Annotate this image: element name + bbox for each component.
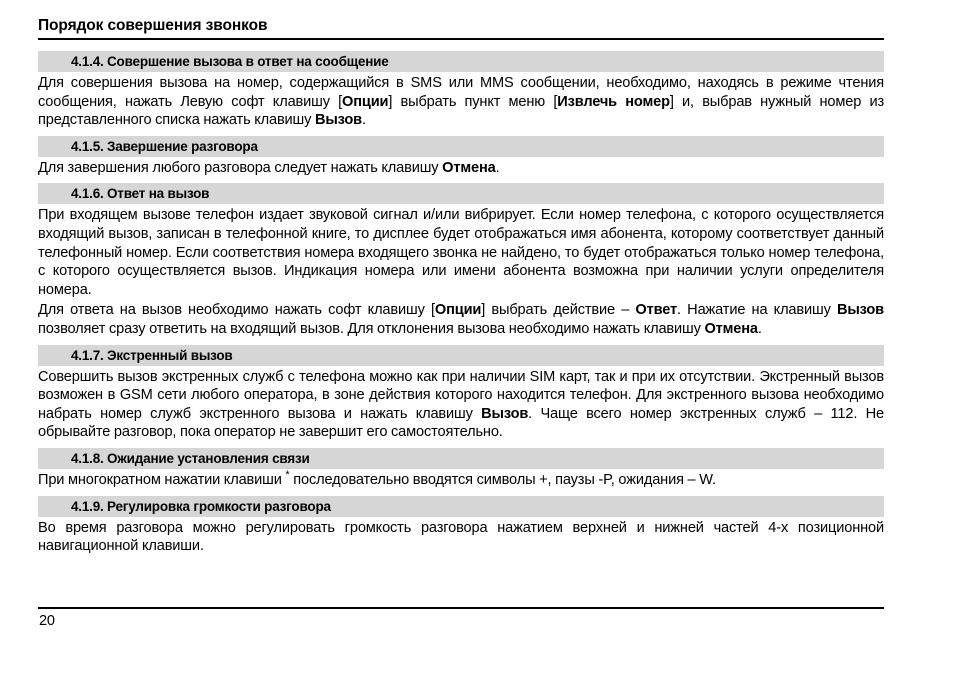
text-run: позволяет сразу ответить на входящий вызов. Для отклонения вызова необходимо нажать клавишу bbox=[38, 320, 705, 337]
section-title: Регулировка громкости разговора bbox=[107, 498, 331, 514]
body-paragraph bbox=[38, 74, 884, 130]
body-paragraph bbox=[38, 519, 884, 556]
section-number: 4.1.8. bbox=[71, 450, 104, 466]
header-rule bbox=[38, 38, 884, 40]
section-heading bbox=[38, 136, 884, 157]
section-heading bbox=[38, 345, 884, 366]
section-title: Ожидание установления связи bbox=[107, 450, 310, 466]
section-number: 4.1.9. bbox=[71, 498, 104, 514]
superscript-asterisk: * bbox=[285, 469, 290, 482]
text-run: ] и, выбрав нужный номер из представленного списка нажать клавишу bbox=[38, 93, 884, 129]
section-number: 4.1.5. bbox=[71, 138, 104, 154]
emphasis-key-label: Вызов bbox=[314, 112, 362, 129]
section-title: Ответ на вызов bbox=[107, 186, 210, 202]
text-run: . Нажатие на клавишу bbox=[677, 302, 837, 319]
text-run: . bbox=[757, 320, 762, 337]
text-run: Для завершения любого разговора следует нажать клавишу bbox=[38, 159, 443, 176]
section-number: 4.1.6. bbox=[71, 186, 104, 202]
body-paragraph bbox=[38, 301, 884, 338]
section-heading bbox=[38, 496, 884, 517]
text-run: Для ответа на вызов необходимо нажать софт клавишу [ bbox=[38, 302, 435, 319]
text-run: . Чаще всего номер экстренных служб – 112. Не обрывайте разговор, пока оператор не завершит его самостоятельно. bbox=[38, 405, 884, 441]
emphasis-key-label: Опции bbox=[434, 302, 482, 319]
section-title: Завершение разговора bbox=[107, 138, 258, 154]
page-number: 20 bbox=[39, 613, 55, 629]
text-run: последовательно вводятся символы +, паузы -P, ожидания – W. bbox=[289, 471, 716, 488]
section-heading bbox=[38, 448, 884, 469]
text-run: При многократном нажатии клавиши bbox=[38, 471, 286, 488]
body-paragraph bbox=[38, 206, 884, 299]
text-run: ] выбрать действие – bbox=[481, 302, 636, 319]
section-number: 4.1.7. bbox=[71, 347, 104, 363]
emphasis-key-label: Отмена bbox=[704, 320, 758, 337]
emphasis-key-label: Ответ bbox=[635, 302, 678, 319]
running-header bbox=[38, 16, 884, 40]
section-title: Совершение вызова в ответ на сообщение bbox=[107, 54, 389, 69]
body-paragraph bbox=[38, 159, 884, 178]
emphasis-key-label: Вызов bbox=[836, 302, 884, 319]
section-number: 4.1.4. bbox=[71, 54, 104, 69]
text-run: Во время разговора можно регулировать громкость разговора нажатием верхней и нижней частей 4-х позиционной навигационной клавиши. bbox=[38, 519, 884, 555]
section-heading bbox=[38, 51, 884, 72]
emphasis-key-label: Вызов bbox=[481, 405, 529, 422]
footer-rule bbox=[38, 607, 884, 609]
document-body bbox=[38, 51, 884, 562]
text-run: . bbox=[495, 159, 500, 176]
section-title: Экстренный вызов bbox=[107, 347, 233, 363]
section-spacer bbox=[38, 558, 884, 562]
emphasis-key-label: Опции bbox=[342, 93, 389, 110]
text-run: При входящем вызове телефон издает звуковой сигнал и/или вибрирует. Если номер телефона, с которого осуществляется входящий вызов, записан в телефонной книге, то дисплее будет отображаться имя абонента, которому соответствует данный телефонный номер. Если соответствия номера входящего звонка не найдено, то будет отображаться только номер телефона, с которого осуществляется вызов. Индикация номера или имени абонента возможна при наличии услуги определителя номера. bbox=[38, 207, 884, 298]
text-run: Для совершения вызова на номер, содержащийся в SMS или MMS сообщении, необходимо, находясь в режиме чтения сообщения, нажать Левую софт клавишу [ bbox=[38, 75, 884, 110]
text-run: Совершить вызов экстренных служб с телефона можно как при наличии SIM карт, так и при их отсутствии. Экстренный вызов возможен в GSM сети любого оператора, в зоне действия которого находится телефон. Для экстренного вызова необходимо набрать номер служб экстренного вызова и нажать клавишу bbox=[38, 368, 884, 422]
section-heading bbox=[38, 183, 884, 204]
text-run: . bbox=[362, 112, 366, 129]
header-title: Порядок совершения звонков bbox=[38, 17, 268, 34]
emphasis-key-label: Извлечь номер bbox=[557, 93, 670, 110]
emphasis-key-label: Отмена bbox=[442, 159, 496, 176]
text-run: ] выбрать пункт меню [ bbox=[388, 93, 558, 110]
body-paragraph bbox=[38, 368, 884, 442]
body-paragraph bbox=[38, 471, 884, 490]
